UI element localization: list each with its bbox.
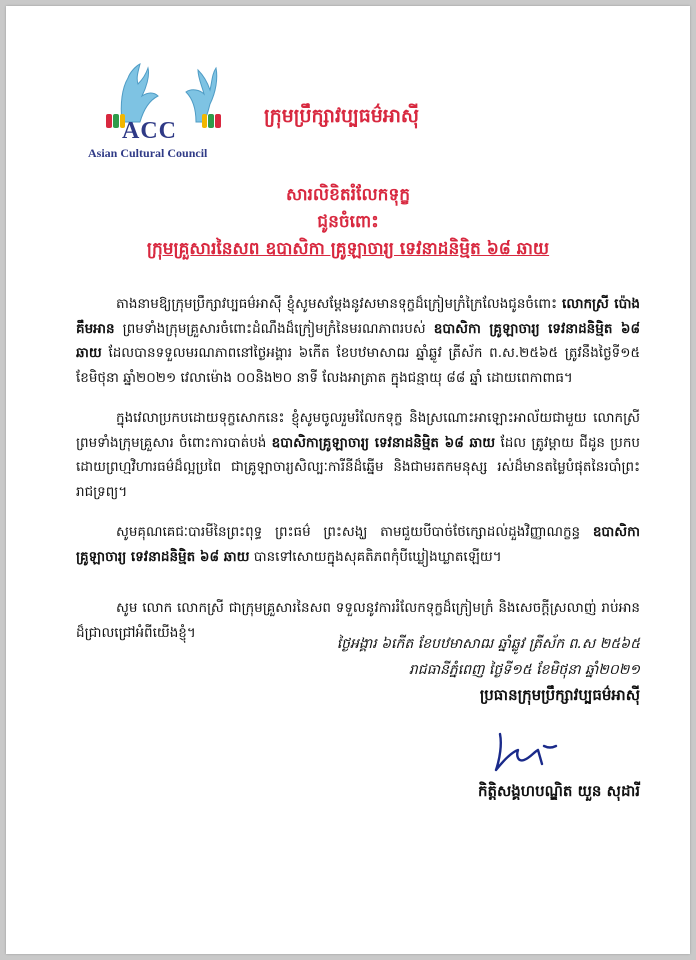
letter-page bbox=[6, 6, 690, 954]
paragraph-1-middle: ព្រមទាំងក្រុមគ្រួសារចំពោះដំណឹងដ៏ក្រៀមក្រំនៃមរណភាពរបស់ bbox=[122, 320, 426, 337]
letter-addressee-intro: ជូនចំពោះ bbox=[317, 212, 379, 232]
acc-logo bbox=[88, 58, 242, 168]
handwritten-signature-icon bbox=[482, 724, 562, 784]
logo-organization-name: Asian Cultural Council bbox=[88, 146, 208, 160]
organization-title: ក្រុមប្រឹក្សាវប្បធម៌អាស៊ី bbox=[264, 105, 420, 127]
place-and-date: រាជធានីភ្នំពេញ ថ្ងៃទី១៥ ខែមិថុនា ឆ្នាំ២០២១ bbox=[408, 662, 640, 678]
recipient-name: លោកស្រី ប៉ោង គឹមអាន bbox=[76, 296, 640, 337]
paragraph-2-intro: ក្នុងវេលាប្រកបដោយទុក្ខសោកនេះ ខ្ញុំសូមចូលរួមរំលែកទុក្ខ និងស្រណោះអាឡោះអាល័យជាមួយ លោកស្រី ព្រមទាំងក្រុមគ្រួសារ ចំពោះការបាត់បង់ bbox=[76, 410, 640, 451]
paragraph-3-details: បានទៅសោយក្នុងសុគតិភពកុំបីឃ្លៀងឃ្លាតឡើយ។ bbox=[253, 548, 502, 565]
paragraph-2 bbox=[76, 406, 640, 504]
paragraph-3 bbox=[76, 520, 640, 569]
deceased-name: ឧបាសិកាគ្រូឡាចារ្យ ទេវនាដនិម្មិត ៦៨ ឆាយ bbox=[271, 434, 496, 451]
paragraph-1-details: ដែលបានទទួលមរណភាពនៅថ្ងៃអង្គារ ៦កើត ខែបឋមាសាឍ ឆ្នាំឆ្លូវ ត្រីស័ក ព.ស.២៥៦៥ ត្រូវនឹងថ្ងៃទី១៥ ខែមិថុនា ឆ្នាំ២០២១ វេលាម៉ោង ០០និង២០ នាទី លែងអាត្រាត ក្នុងជន្មាយុ ៨៨ ឆ្នាំ ដោយពេកាពាធ។ bbox=[76, 345, 641, 386]
paragraph-1 bbox=[76, 292, 640, 390]
paragraph-1-intro: តាងនាមឱ្យក្រុមប្រឹក្សាវប្បធម៌អាស៊ី ខ្ញុំសូមសម្ដែងនូវសមានទុក្ខដ៏ក្រៀមក្រំក្រៃលែងជូនចំពោះ bbox=[116, 296, 558, 312]
paragraph-4: សូម លោក លោកស្រី ជាក្រុមគ្រួសារនៃសព ទទួលនូវការរំលែកទុក្ខដ៏ក្រៀមក្រំ និងសេចក្ដីស្រលាញ់ រាប់អានដ៏ជ្រាលជ្រៅអំពីយើងខ្ញុំ។ bbox=[76, 600, 640, 641]
signatory-name: កិត្តិសង្គហបណ្ឌិត យួន សុដារី bbox=[477, 782, 640, 800]
letter-addressee: ក្រុមគ្រួសារនៃសព ឧបាសិកា គ្រូឡាចារ្យ ទេវនាដនិម្មិត ៦៨ ឆាយ bbox=[146, 239, 550, 259]
letter-subject: សារលិខិតរំលែកទុក្ខ bbox=[285, 185, 411, 205]
paragraph-3-intro: សូមគុណគេជៈបារមីនៃព្រះពុទ្ធ ព្រះធម៌ ព្រះសង្ឃ តាមជួយបីបាច់ថែក្សោដល់ដួងវិញ្ញាណក្ខន្ធ bbox=[116, 524, 581, 540]
deceased-name: ឧបាសិកា គ្រូឡាចារ្យ ទេវនាដនិម្មិត ៦៨ ឆាយ bbox=[76, 320, 641, 361]
deceased-name: ឧបាសិកាគ្រូឡាចារ្យ ទេវនាដនិម្មិត ៦៨ ឆាយ bbox=[76, 524, 640, 565]
paragraph-2-details: ដែល ត្រូវម្ដាយ ជីដូន ប្រកបដោយព្រហ្មវិហារធម៌ដ៏ល្អប្រពៃ ជាគ្រូឡាចារ្យសិល្បៈការីនីដ៏ឆ្នើម និងជាមរតកមនុស្ស រស់ដ៏មានតម្លៃបំផុតនៃរបាំព្រះរាជទ្រព្យ។ bbox=[76, 434, 641, 500]
lunar-date: ថ្ងៃអង្គារ ៦កើត ខែបឋមាសាឍ ឆ្នាំឆ្លូវ ត្រីស័ក ព.ស ២៥៦៥ bbox=[336, 636, 640, 652]
signatory-title: ប្រធានក្រុមប្រឹក្សាវប្បធម៌អាស៊ី bbox=[479, 686, 640, 704]
logo-abbreviation: ACC bbox=[122, 118, 177, 144]
